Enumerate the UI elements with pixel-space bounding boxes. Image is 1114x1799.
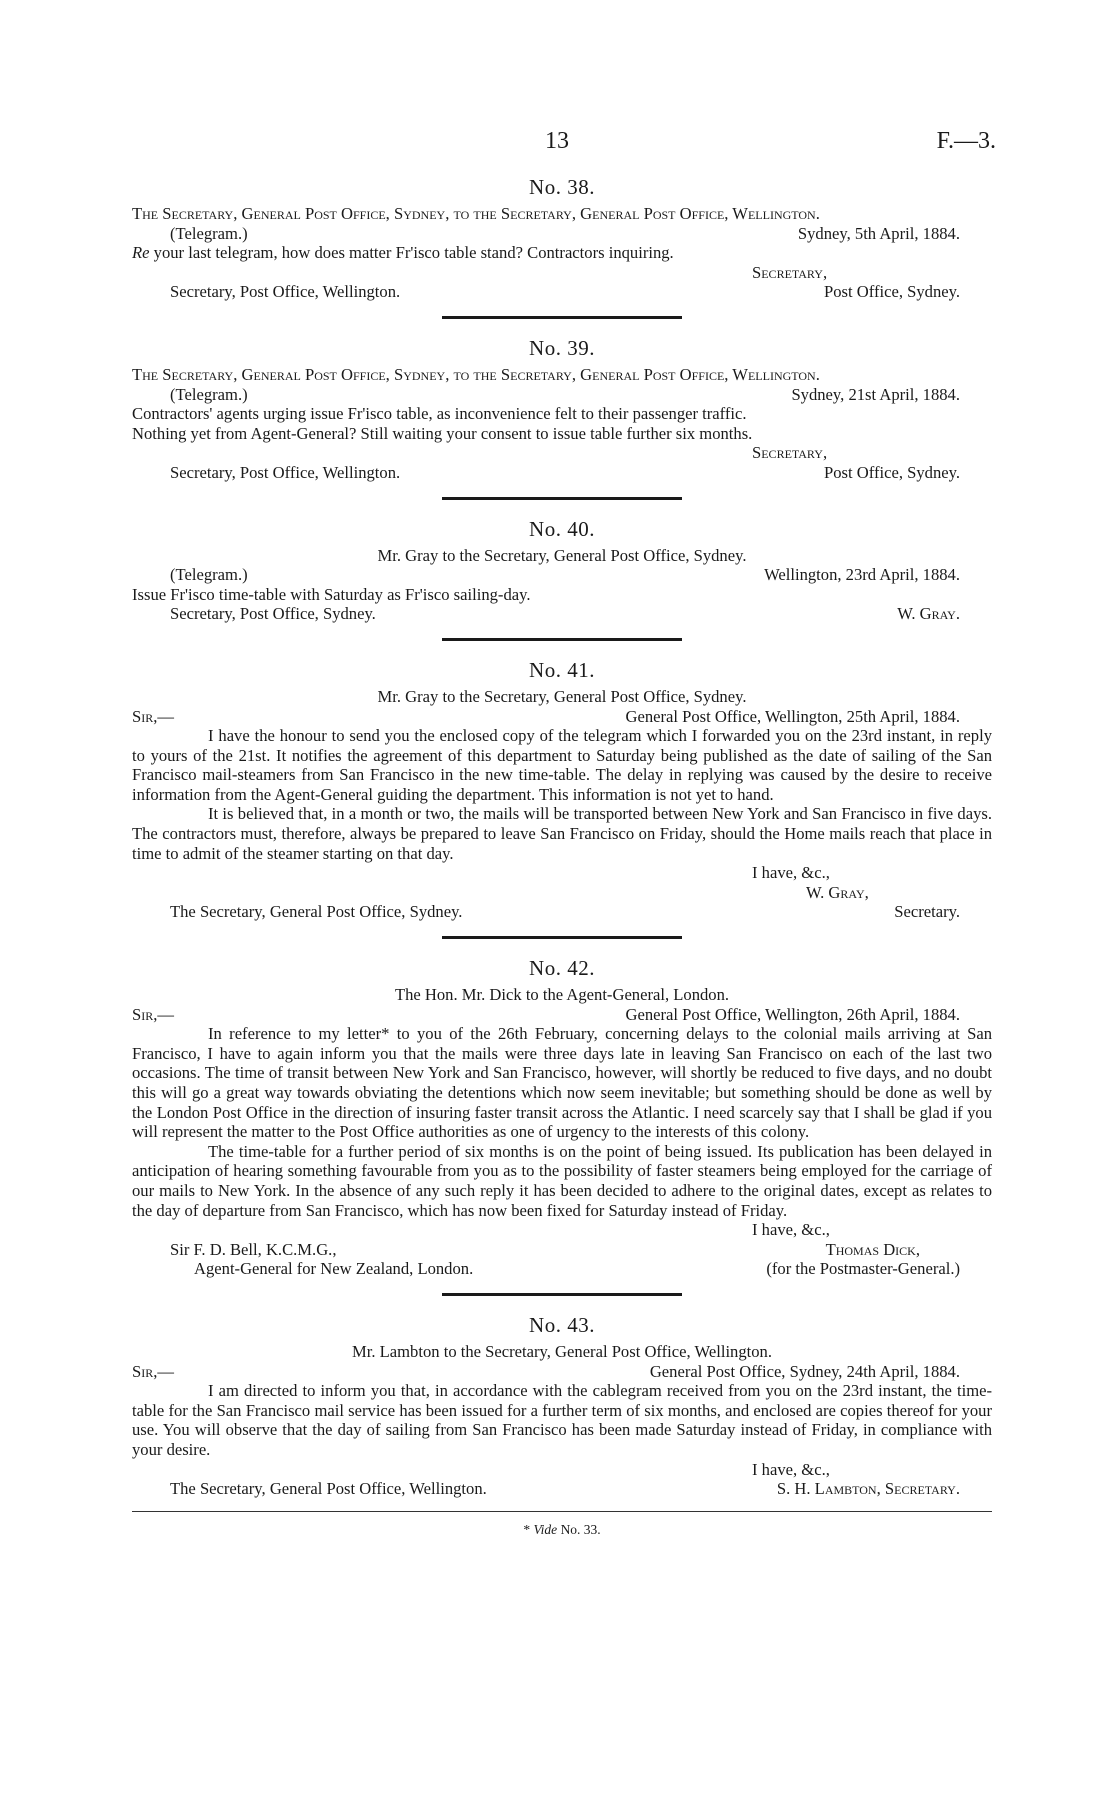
letter-addresses (132, 1240, 992, 1260)
letter-number: No. 43. (529, 1312, 595, 1337)
letter-paragraph: In reference to my letter* to you of the 26th February, concerning delays to the colonial mails arriving at San Francisco, I have to again inform you that the mails were three days late in leaving San Francisco on each of the last two occasions. The time of transit between New York and San Francisco, however, will shortly be reduced to five days, and no doubt this will go a great way towards obviating the detentions which now seem inevitable; but something should be done as well by the London Post Office in the direction of insuring faster transit across the Atlantic. I need scarcely say that I shall be glad if you will represent the matter to the Post Office authorities as one of urgency to the interests of this colony. (132, 1024, 992, 1142)
letter-body (132, 243, 992, 263)
addressee: Secretary, Post Office, Wellington. (170, 282, 401, 302)
salutation: Sir,— (132, 706, 174, 726)
letter-meta (132, 707, 992, 727)
letter-number: No. 41. (529, 657, 595, 682)
letter-meta (132, 385, 992, 405)
letter-title: The Secretary, General Post Office, Sydney, to the Secretary, General Post Office, Wellington. (132, 204, 820, 223)
letter-paragraph: I am directed to inform you that, in accordance with the cablegram received from you on the 23rd instant, the time-table for the San Francisco mail service has been issued for a further term of six months, and enclosed are copies thereof for your use. You will observe that the day of sailing from San Francisco has been made Saturday instead of Friday, in compliance with your desire. (132, 1381, 992, 1459)
letter-meta (132, 1005, 992, 1025)
footnote-text: No. 33. (557, 1521, 601, 1537)
letter-date: Sydney, 5th April, 1884. (797, 223, 960, 243)
letter-40 (132, 516, 992, 624)
letter-addresses-2 (132, 1259, 992, 1279)
letter-meta (132, 565, 992, 585)
signer-note: (for the Postmaster-General.) (766, 1259, 960, 1279)
letter-body-line-1: Contractors' agents urging issue Fr'isco table, as inconvenience felt to their passenger traffic. (132, 404, 747, 424)
addressee-name: Sir F. D. Bell, K.C.M.G., (170, 1239, 337, 1259)
signer-title: Secretary. (894, 902, 960, 922)
footnote-mark: * (523, 1521, 534, 1537)
letter-addresses (132, 902, 992, 922)
letter-date: Sydney, 21st April, 1884. (791, 384, 960, 404)
signer-name: W. Gray. (897, 604, 960, 624)
letter-date: General Post Office, Wellington, 26th April, 1884. (625, 1004, 960, 1024)
section-divider (442, 638, 682, 641)
letter-meta (132, 1362, 992, 1382)
letter-number: No. 42. (529, 956, 595, 981)
addressee: The Secretary, General Post Office, Wellington. (170, 1479, 487, 1499)
signer-office: Post Office, Sydney. (824, 282, 960, 302)
body-emphasis: Re (132, 243, 150, 263)
letter-addresses (132, 604, 992, 624)
letter-body: Issue Fr'isco time-table with Saturday as Fr'isco sailing-day. (132, 584, 531, 604)
page-content (132, 174, 992, 1539)
letter-number: No. 38. (529, 175, 595, 199)
addressee-title: Agent-General for New Zealand, London. (194, 1259, 474, 1279)
letter-title: Mr. Gray to the Secretary, General Post Office, Sydney. (377, 686, 747, 706)
section-divider (442, 1293, 682, 1296)
letter-title: Mr. Gray to the Secretary, General Post Office, Sydney. (377, 545, 747, 565)
letter-title: The Secretary, General Post Office, Sydney, to the Secretary, General Post Office, Wellington. (132, 364, 820, 384)
closing: I have, &c., (752, 863, 830, 883)
letter-38 (132, 174, 992, 302)
body-text: your last telegram, how does matter Fr'isco table stand? Contractors inquiring. (149, 243, 674, 263)
closing: I have, &c., (752, 1459, 830, 1479)
section-divider (442, 316, 682, 319)
letter-date: General Post Office, Sydney, 24th April, 1884. (649, 1361, 960, 1381)
salutation: Sir,— (132, 1004, 174, 1024)
letter-date: General Post Office, Wellington, 25th April, 1884. (625, 706, 960, 726)
letter-title: Mr. Lambton to the Secretary, General Post Office, Wellington. (351, 1341, 772, 1361)
page-number: 13 (545, 128, 569, 154)
page-header (0, 128, 1114, 158)
letter-type: (Telegram.) (170, 223, 248, 243)
signer-name: Thomas Dick, (825, 1239, 920, 1259)
letter-39 (132, 335, 992, 483)
signer-office: Post Office, Sydney. (824, 462, 960, 482)
letter-42 (132, 955, 992, 1279)
footnote (132, 1520, 992, 1540)
section-divider (442, 497, 682, 500)
addressee: Secretary, Post Office, Wellington. (170, 462, 401, 482)
letter-type: (Telegram.) (170, 384, 248, 404)
addressee: The Secretary, General Post Office, Sydney. (170, 902, 463, 922)
letter-addresses (132, 282, 992, 302)
footnote-emphasis: Vide (533, 1521, 558, 1537)
signer-name: Secretary, (752, 443, 828, 463)
section-divider (442, 936, 682, 939)
signer-name: Secretary, (752, 262, 828, 282)
letter-paragraph: I have the honour to send you the enclosed copy of the telegram which I forwarded you on the 23rd instant, in reply to yours of the 21st. It notifies the agreement of this department to Saturday being published as the date of sailing of the San Francisco mail-steamers from San Francisco in the new time-table. The delay in replying was caused by the desire to receive information from the Agent-General guiding the department. This information is not yet to hand. (132, 726, 992, 804)
letter-number: No. 40. (529, 516, 595, 541)
letter-date: Wellington, 23rd April, 1884. (764, 565, 960, 585)
letter-title: The Hon. Mr. Dick to the Agent-General, London. (394, 985, 730, 1005)
salutation: Sir,— (132, 1361, 174, 1381)
letter-body-line-2: Nothing yet from Agent-General? Still waiting your consent to issue table further six months. (132, 423, 753, 443)
addressee: Secretary, Post Office, Sydney. (170, 604, 376, 624)
letter-paragraph: The time-table for a further period of six months is on the point of being issued. Its publication has been delayed in anticipation of hearing something favourable from you as to the possibility of faster steamers being employed for the carriage of our mails to New York. In the absence of any such reply it has been decided to adhere to the original dates, except as relates to the day of departure from San Francisco, which has now been fixed for Saturday instead of Friday. (132, 1141, 992, 1220)
signer-name: W. Gray, (806, 882, 869, 902)
footnote-rule (132, 1511, 992, 1512)
document-reference: F.—3. (936, 128, 996, 154)
letter-type: (Telegram.) (170, 565, 248, 585)
letter-addresses (132, 463, 992, 483)
signer-name: S. H. Lambton, Secretary. (776, 1479, 960, 1499)
closing: I have, &c., (752, 1220, 830, 1240)
letter-addresses (132, 1479, 992, 1499)
letter-number: No. 39. (529, 335, 595, 360)
letter-paragraph: It is believed that, in a month or two, the mails will be transported between New York and San Francisco in five days. The contractors must, therefore, always be prepared to leave San Francisco on Friday, should the Home mails reach that place in time to admit of the steamer starting on that day. (132, 804, 992, 863)
letter-41 (132, 657, 992, 922)
letter-43 (132, 1312, 992, 1499)
letter-meta (132, 224, 992, 244)
